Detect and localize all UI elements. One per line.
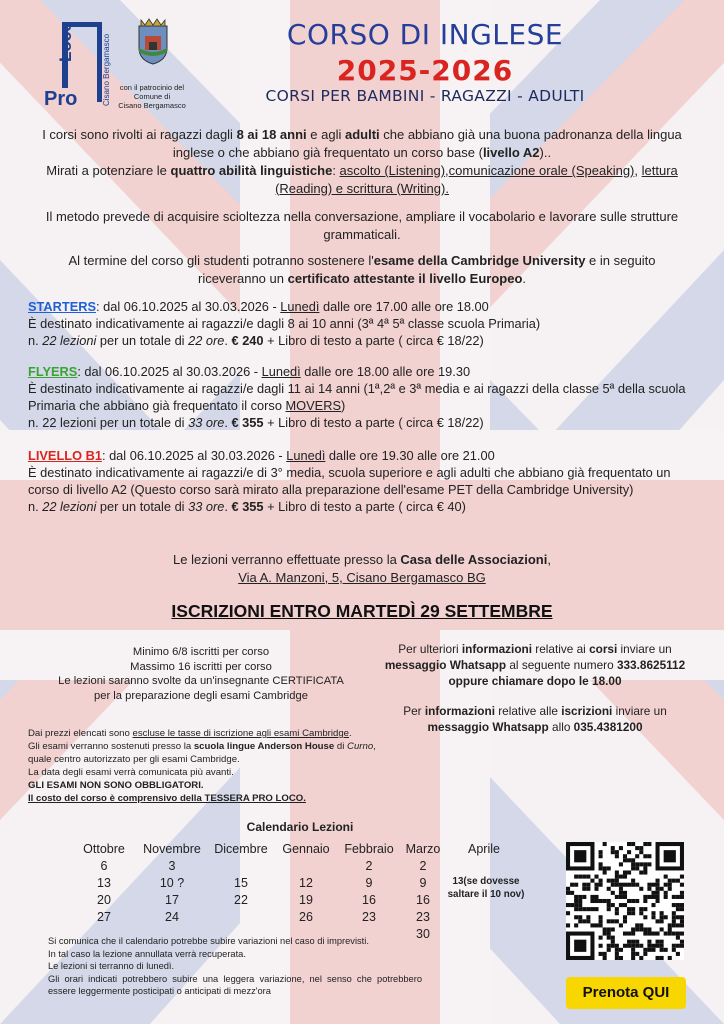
calendar-cell: 13: [97, 875, 111, 890]
calendar-row: [72, 857, 522, 874]
calendar-cell: 6: [100, 858, 108, 873]
calendar-title: Calendario Lezioni: [246, 820, 354, 834]
patron-line-2: Comune di: [133, 92, 171, 101]
calendar-cell: [274, 857, 338, 874]
registration-phone: 035.4381200: [573, 720, 643, 734]
page-subtitle: CORSI PER BAMBINI - RAGAZZI - ADULTI: [265, 87, 585, 105]
month-header: Febbraio: [344, 841, 394, 856]
calendar-cell: 24: [165, 909, 179, 924]
intro-paragraph-1: I corsi sono rivolti ai ragazzi dagli 8 ai 18 anni e agli adulti che abbiano già una buona padronanza della lingua inglese o che abbiano già frequentato un corso base (livello A2)..: [42, 127, 682, 160]
calendar-cell: 12: [299, 875, 313, 890]
month-header: Aprile: [468, 841, 500, 856]
calendar-cell: [446, 908, 522, 925]
calendar-cell: 26: [299, 909, 313, 924]
registration-deadline: ISCRIZIONI ENTRO MARTEDÌ 29 SETTEMBRE: [171, 601, 553, 621]
course-flyers: FLYERS: dal 06.10.2025 al 30.03.2026 - Lunedì dalle ore 18.00 alle ore 19.30 È destinato indicativamente ai ragazzi/e dagli 11 ai 14 anni (1ª,2ª e 3ª media e ai ragazzi della classe 5ª della scuola Primaria che abbiano già frequentato il corso MOVERS) n. 22 lezioni per un totale di 33 ore. € 355 + Libro di testo a parte ( circa € 18/22): [28, 364, 686, 430]
calendar-cell: 9: [365, 875, 373, 890]
logo-town-text: Cisano Bergamasco: [102, 33, 111, 106]
exam-notes: Dai prezzi elencati sono escluse le tasse di iscrizione agli esami Cambridge. Gli esami verranno sostenuti presso la scuola lingue Anderson House di Curno, quale centro autorizzato per gli esami Cambridge. La data degli esami verrà comunicata più avanti. GLI ESAMI NON SONO OBBLIGATORI. Il costo del corso è comprensivo della TESSERA PRO LOCO.: [28, 728, 376, 804]
calendar-cell: 23: [416, 909, 430, 924]
location-address: Via A. Manzoni, 5, Cisano Bergamasco BG: [238, 569, 486, 585]
intro-paragraph-3: Il metodo prevede di acquisire scioltezza nella conversazione, ampliare il vocabolario e lavorare sulle strutture grammaticali.: [45, 209, 679, 242]
lesson-location: Le lezioni verranno effettuate presso la Casa delle Associazioni, Via A. Manzoni, 5, Cisano Bergamasco BG: [36, 551, 688, 586]
contact-info: Per ulteriori informazioni relative ai corsi inviare un messaggio Whatsapp al seguente numero 333.8625112 oppure chiamare dopo le 18.00 Per informazioni relative alle iscrizioni inviare un messaggio Whatsapp allo 035.4381200: [384, 642, 686, 734]
calendar-cell: 22: [234, 892, 248, 907]
calendar-row: [72, 908, 522, 925]
calendar-cell: [446, 925, 522, 942]
pro-loco-logo: [42, 18, 114, 110]
intro-paragraph-4: Al termine del corso gli studenti potranno sostenere l'esame della Cambridge University e in seguito riceveranno un certificato attestante il livello Europeo.: [68, 253, 656, 286]
calendar-cell: 19: [299, 892, 313, 907]
calendar-cell: 9: [419, 875, 427, 890]
municipal-crest-icon: [133, 16, 173, 66]
month-header: Dicembre: [214, 841, 268, 856]
course-b1: LIVELLO B1: dal 06.10.2025 al 30.03.2026 - Lunedì dalle ore 19.30 alle ore 21.00 È destinato indicativamente ai ragazzi/e di 3° media, scuola superiore e agli adulti che abbiano già frequentato un corso di livello A2 (Questo corso sarà mirato alla preparazione dell'esame PET della Cambridge University) n. 22 lezioni per un totale di 33 ore. € 355 + Libro di testo a parte ( circa € 40): [28, 448, 671, 514]
prenota-button[interactable]: Prenota QUI: [566, 977, 686, 1009]
qr-code-icon[interactable]: [566, 842, 684, 960]
calendar-cell: 15: [234, 875, 248, 890]
calendar-cell: 27: [97, 909, 111, 924]
calendar-cell: [446, 857, 522, 874]
month-header: Novembre: [143, 841, 201, 856]
month-header: Marzo: [405, 841, 441, 856]
calendar-cell: 23: [362, 909, 376, 924]
school-year: 2025-2026: [336, 54, 514, 87]
calendar-notes: Si comunica che il calendario potrebbe subire variazioni nel caso di imprevisti. In tal caso la lezione annullata verrà recuperata. Le lezioni si terranno di lunedì. Gli orari indicati potrebbero subire una leggera variazione, nel senso che potrebbero essere leggermente posticipati o anticipati di mezz'ora: [48, 936, 422, 997]
month-header: Gennaio: [282, 841, 330, 856]
calendar-cell: 2: [365, 858, 373, 873]
course-requirements: Minimo 6/8 iscritti per corso Massimo 16 iscritti per corso Le lezioni saranno svolte da un'insegnante CERTIFICATA per la preparazione degli esami Cambridge: [58, 646, 344, 702]
calendar-header-row: [72, 840, 522, 857]
flyers-label: FLYERS: [28, 364, 78, 379]
calendar-cell: 2: [419, 858, 427, 873]
patron-line-3: Cisano Bergamasco: [118, 101, 186, 110]
b1-label: LIVELLO B1: [28, 448, 102, 463]
logo-loco-text: Loco: [56, 21, 75, 62]
calendar-cell: 20: [97, 892, 111, 907]
intro-paragraph-2: Mirati a potenziare le quattro abilità linguistiche: ascolto (Listening),comunicazione orale (Speaking), lettura (Reading) e scrittura (Writing).: [46, 163, 678, 196]
calendar-cell: 16: [416, 892, 430, 907]
april-note: 13(se dovesse saltare il 10 nov): [447, 876, 525, 900]
calendar-cell: [208, 908, 274, 925]
calendar-cell: 16: [362, 892, 376, 907]
calendar-cell: [208, 857, 274, 874]
patron-line-1: con il patrocinio del: [119, 83, 185, 92]
course-starters: STARTERS: dal 06.10.2025 al 30.03.2026 - Lunedì dalle ore 17.00 alle ore 18.00 È destinato indicativamente ai ragazzi/e dagli 8 ai 10 anni (3ª 4ª 5ª classe scuola Primaria) n. 22 lezioni per un totale di 22 ore. € 240 + Libro di testo a parte ( circa € 18/22): [28, 299, 541, 348]
page-title: CORSO DI INGLESE: [286, 18, 564, 51]
calendar-cell: 3: [168, 858, 176, 873]
patronage-note: [112, 83, 192, 110]
calendar-cell: 10 ?: [159, 875, 185, 890]
month-header: Ottobre: [83, 841, 125, 856]
calendar-cell: 30: [416, 926, 430, 941]
logo-pro-text: Pro: [44, 88, 78, 110]
calendar-cell: 17: [165, 892, 179, 907]
starters-label: STARTERS: [28, 299, 97, 314]
course-info-phone: 333.8625112: [616, 658, 686, 672]
